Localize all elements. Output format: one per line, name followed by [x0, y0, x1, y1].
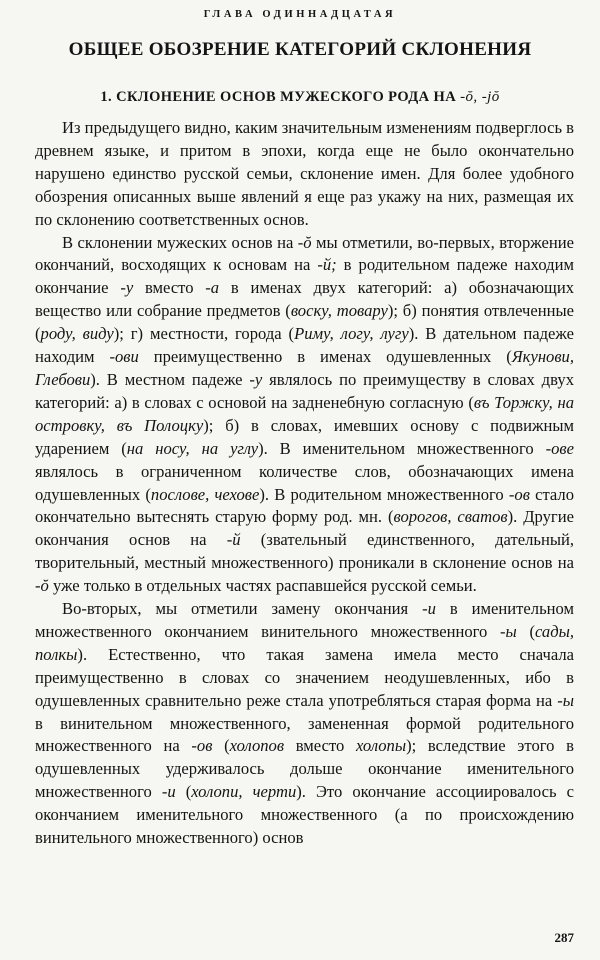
italic-example: -ы	[557, 690, 574, 710]
italic-example: послове, чехове	[150, 484, 260, 504]
italic-example: -у	[249, 369, 263, 389]
page-number: 287	[554, 930, 574, 945]
italic-example: сады, полкы	[35, 621, 574, 664]
italic-example: холопы	[355, 736, 407, 756]
italic-example: на носу, на углу	[126, 438, 259, 458]
italic-example: Риму, логу, лугу	[294, 324, 409, 344]
italic-example: -ов	[508, 484, 530, 504]
italic-example: Якунови, Глебови	[35, 347, 574, 389]
italic-example: -у	[120, 278, 134, 298]
italic-example: воску, товару	[290, 301, 388, 321]
italic-example: -ы	[500, 621, 517, 641]
section-title-endings: -ŏ, -jŏ	[460, 89, 500, 105]
paragraph-2: В склонении мужеских основ на -ŏ мы отметили, во-первых, вторжение окончаний, восходящих к основам на -й; в родительном падеже находим окончание -у вместо -а в именах двух категорий: а) обозначающих вещество или собрание предметов (воску, товару); б) понятия отвлеченные (роду, виду); г) местности, города (Риму, логу, лугу). В дательном падеже находим -ови преимущественно в именах одушевленных (Якунови, Глебови). В местном падеже -у являлось по преимуществу в словах двух категорий: а) в словах с основой на задненебную согласную (въ Торжку, на островку, въ Полоцку); б) в словах, имевших основу с подвижным ударением (на носу, на углу). В именительном множественного -ове являлось в ограниченном количестве слов, обозначающих имена одушевленных (послове, чехове). В родительном множественного -ов стало окончательно вытеснять старую форму род. мн. (ворогов, сватов). Другие окончания основ на -й (звательный единственного, дательный, творительный, местный множественного) проникали в склонение основ на -ŏ уже только в отдельных частях распавшейся русской семьи.	[35, 232, 575, 596]
italic-example: -й;	[317, 255, 337, 275]
italic-example: ворогов, сватов	[393, 507, 508, 527]
paragraph-1: Из предыдущего видно, каким значительным изменениям подверглось в древнем языке, и притом в эпохи, когда еще не было окончательно нарушено единство русской семьи, склонение имен. Для более удобного обозрения описанных выше явлений я еще раз укажу на них, размещая их по склонению соответственных основ.	[35, 118, 574, 229]
italic-example: -и	[161, 782, 176, 802]
italic-example: холопи, черти	[191, 782, 297, 802]
section-title-text: 1. СКЛОНЕНИЕ ОСНОВ МУЖЕСКОГО РОДА НА	[100, 89, 457, 105]
italic-example: -ŏ	[35, 576, 49, 596]
italic-example: -ов	[191, 736, 213, 756]
italic-example: -а	[205, 278, 220, 298]
italic-example: -ове	[545, 438, 574, 458]
italic-example: -ови	[109, 347, 139, 367]
body-text	[35, 117, 574, 850]
italic-example: -ŏ	[297, 232, 312, 252]
italic-example: холопов	[229, 736, 285, 756]
chapter-title: ОБЩЕЕ ОБОЗРЕНИЕ КАТЕГОРИЙ СКЛОНЕНИЯ	[68, 39, 532, 60]
running-head: ГЛАВА ОДИННАДЦАТАЯ	[203, 9, 397, 20]
italic-example: -и	[422, 599, 436, 619]
italic-example: роду, виду	[40, 324, 114, 344]
paragraph-3: Во-вторых, мы отметили замену окончания -и в именительном множественного окончанием винительного множественного -ы (сады, полкы). Естественно, что такая замена имела место сначала преимущественно в словах со значением неодушевленных, ибо в одушевленных сравнительно реже стала употребляться старая форма на -ы в винительном множественного, замененная формой родительного множественного на -ов (холопов вместо холопы); вследствие этого в одушевленных удерживалось дольше окончание именительного множественного -и (холопи, черти). Это окончание ассоциировалось с окончанием именительного множественного (а по происхождению винительного множественного) основ	[35, 599, 574, 848]
italic-example: -й	[226, 530, 241, 550]
italic-example: въ Торжку, на островку, въ Полоцку	[35, 392, 574, 435]
section-title	[0, 89, 600, 106]
